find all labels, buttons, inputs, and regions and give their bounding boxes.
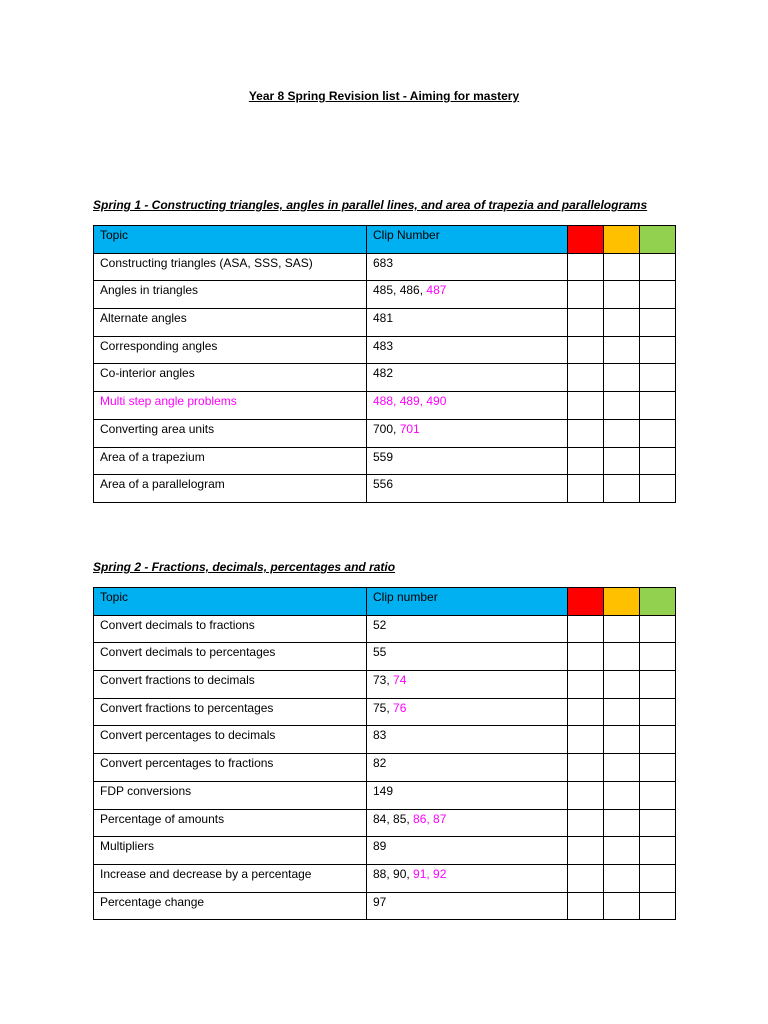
table-row <box>94 864 676 892</box>
topic-cell <box>94 837 367 865</box>
clip-numbers: 485, 486, <box>373 283 427 298</box>
rag-green-checkbox[interactable] <box>640 615 676 643</box>
rag-amber-checkbox[interactable] <box>604 615 640 643</box>
clip-number-cell <box>367 475 568 503</box>
topic-text: Percentage change <box>100 894 205 909</box>
topic-cell <box>94 781 367 809</box>
rag-green-checkbox[interactable] <box>640 781 676 809</box>
rag-amber-checkbox[interactable] <box>604 309 640 337</box>
clip-number-cell <box>367 336 568 364</box>
clip-numbers-extension: 701 <box>399 421 420 436</box>
rag-red-checkbox[interactable] <box>568 615 604 643</box>
clip-number-cell <box>367 726 568 754</box>
clip-numbers: 483 <box>373 338 394 353</box>
rag-red-checkbox[interactable] <box>568 392 604 420</box>
topic-cell <box>94 892 367 920</box>
table-row <box>94 671 676 699</box>
topic-text: Angles in triangles <box>100 283 199 298</box>
table-row <box>94 364 676 392</box>
topic-cell <box>94 615 367 643</box>
clip-numbers: 149 <box>373 783 394 798</box>
rag-green-header <box>640 226 676 254</box>
rag-red-header <box>568 226 604 254</box>
clip-number-cell <box>367 809 568 837</box>
column-header-topic: Topic <box>94 226 367 254</box>
clip-numbers-extension: 76 <box>393 700 407 715</box>
topic-cell <box>94 726 367 754</box>
section-heading-spring-1: Spring 1 - Constructing triangles, angles in parallel lines, and area of trapezia and parallelograms <box>93 198 648 212</box>
column-header-clip-number: Clip Number <box>367 226 568 254</box>
rag-red-header <box>568 588 604 616</box>
topic-text: Multipliers <box>100 839 155 854</box>
table-row <box>94 643 676 671</box>
table-row <box>94 892 676 920</box>
rag-amber-checkbox[interactable] <box>604 281 640 309</box>
rag-red-checkbox[interactable] <box>568 754 604 782</box>
rag-red-checkbox[interactable] <box>568 309 604 337</box>
rag-red-checkbox[interactable] <box>568 864 604 892</box>
column-header-topic: Topic <box>94 588 367 616</box>
table-row <box>94 253 676 281</box>
rag-green-checkbox[interactable] <box>640 671 676 699</box>
topic-cell <box>94 864 367 892</box>
clip-numbers: 97 <box>373 894 387 909</box>
rag-amber-checkbox[interactable] <box>604 864 640 892</box>
clip-number-cell <box>367 615 568 643</box>
clip-number-cell <box>367 253 568 281</box>
rag-red-checkbox[interactable] <box>568 698 604 726</box>
clip-number-cell <box>367 671 568 699</box>
rag-red-checkbox[interactable] <box>568 253 604 281</box>
rag-amber-checkbox[interactable] <box>604 447 640 475</box>
rag-green-checkbox[interactable] <box>640 475 676 503</box>
revision-table-spring-2 <box>93 587 676 920</box>
rag-red-checkbox[interactable] <box>568 419 604 447</box>
clip-number-cell <box>367 781 568 809</box>
clip-number-cell <box>367 309 568 337</box>
rag-green-checkbox[interactable] <box>640 837 676 865</box>
topic-text: Increase and decrease by a percentage <box>100 866 312 881</box>
rag-green-checkbox[interactable] <box>640 336 676 364</box>
revision-table-spring-1 <box>93 225 676 503</box>
rag-amber-checkbox[interactable] <box>604 698 640 726</box>
topic-text: Co-interior angles <box>100 366 195 381</box>
rag-red-checkbox[interactable] <box>568 447 604 475</box>
rag-green-checkbox[interactable] <box>640 726 676 754</box>
topic-cell <box>94 671 367 699</box>
clip-numbers: 82 <box>373 756 387 771</box>
clip-numbers: 55 <box>373 645 387 660</box>
topic-text: Convert decimals to fractions <box>100 617 255 632</box>
table-row <box>94 809 676 837</box>
topic-cell <box>94 253 367 281</box>
rag-red-checkbox[interactable] <box>568 281 604 309</box>
rag-amber-checkbox[interactable] <box>604 643 640 671</box>
topic-text: Converting area units <box>100 421 215 436</box>
clip-numbers-extension: 74 <box>393 673 407 688</box>
table-row <box>94 447 676 475</box>
clip-number-cell <box>367 364 568 392</box>
clip-number-cell <box>367 698 568 726</box>
rag-amber-checkbox[interactable] <box>604 781 640 809</box>
topic-text: Convert percentages to decimals <box>100 728 276 743</box>
topic-text: Multi step angle problems <box>100 394 237 409</box>
rag-green-checkbox[interactable] <box>640 364 676 392</box>
column-header-clip-number: Clip number <box>367 588 568 616</box>
topic-cell <box>94 336 367 364</box>
rag-amber-checkbox[interactable] <box>604 392 640 420</box>
topic-cell <box>94 698 367 726</box>
clip-numbers: 73, <box>373 673 394 688</box>
clip-numbers: 84, 85, <box>373 811 414 826</box>
table-row <box>94 336 676 364</box>
table-row <box>94 754 676 782</box>
rag-green-checkbox[interactable] <box>640 447 676 475</box>
clip-numbers: 700, <box>373 421 400 436</box>
clip-numbers: 482 <box>373 366 394 381</box>
rag-green-checkbox[interactable] <box>640 419 676 447</box>
clip-numbers: 83 <box>373 728 387 743</box>
clip-number-cell <box>367 281 568 309</box>
topic-cell <box>94 754 367 782</box>
table-row <box>94 837 676 865</box>
topic-text: Constructing triangles (ASA, SSS, SAS) <box>100 255 313 270</box>
rag-red-checkbox[interactable] <box>568 336 604 364</box>
rag-green-checkbox[interactable] <box>640 253 676 281</box>
rag-amber-checkbox[interactable] <box>604 419 640 447</box>
section-heading-spring-2: Spring 2 - Fractions, decimals, percentages and ratio <box>93 560 396 574</box>
clip-numbers-extension: 487 <box>426 283 447 298</box>
rag-red-checkbox[interactable] <box>568 892 604 920</box>
topic-cell <box>94 419 367 447</box>
clip-number-cell <box>367 754 568 782</box>
rag-green-checkbox[interactable] <box>640 864 676 892</box>
topic-text: FDP conversions <box>100 783 192 798</box>
rag-green-checkbox[interactable] <box>640 309 676 337</box>
topic-text: Convert fractions to decimals <box>100 673 255 688</box>
table-row <box>94 419 676 447</box>
table-row <box>94 615 676 643</box>
clip-number-cell <box>367 392 568 420</box>
clip-number-cell <box>367 419 568 447</box>
clip-numbers: 75, <box>373 700 394 715</box>
clip-numbers: 559 <box>373 449 394 464</box>
topic-text: Corresponding angles <box>100 338 218 353</box>
clip-number-cell <box>367 837 568 865</box>
rag-green-header <box>640 588 676 616</box>
clip-numbers-extension: 488, 489, 490 <box>373 394 447 409</box>
rag-amber-checkbox[interactable] <box>604 475 640 503</box>
page-title: Year 8 Spring Revision list - Aiming for mastery <box>248 89 520 103</box>
topic-text: Convert fractions to percentages <box>100 700 274 715</box>
clip-numbers: 89 <box>373 839 387 854</box>
rag-green-checkbox[interactable] <box>640 281 676 309</box>
rag-green-checkbox[interactable] <box>640 698 676 726</box>
rag-amber-checkbox[interactable] <box>604 671 640 699</box>
clip-number-cell <box>367 892 568 920</box>
rag-amber-checkbox[interactable] <box>604 726 640 754</box>
rag-red-checkbox[interactable] <box>568 671 604 699</box>
topic-cell <box>94 392 367 420</box>
rag-red-checkbox[interactable] <box>568 781 604 809</box>
rag-red-checkbox[interactable] <box>568 364 604 392</box>
rag-red-checkbox[interactable] <box>568 475 604 503</box>
table-row <box>94 475 676 503</box>
rag-green-checkbox[interactable] <box>640 392 676 420</box>
rag-amber-checkbox[interactable] <box>604 754 640 782</box>
rag-red-checkbox[interactable] <box>568 726 604 754</box>
topic-text: Convert decimals to percentages <box>100 645 276 660</box>
topic-cell <box>94 643 367 671</box>
clip-numbers-extension: 86, 87 <box>413 811 447 826</box>
topic-text: Area of a trapezium <box>100 449 205 464</box>
table-row <box>94 309 676 337</box>
topic-text: Convert percentages to fractions <box>100 756 274 771</box>
rag-amber-header <box>604 588 640 616</box>
topic-cell <box>94 364 367 392</box>
clip-numbers: 556 <box>373 477 394 492</box>
topic-cell <box>94 309 367 337</box>
topic-cell <box>94 475 367 503</box>
clip-numbers: 481 <box>373 311 394 326</box>
table-header-row <box>94 588 676 616</box>
rag-amber-header <box>604 226 640 254</box>
topic-text: Percentage of amounts <box>100 811 225 826</box>
clip-numbers-extension: 91, 92 <box>413 866 447 881</box>
table-row <box>94 392 676 420</box>
table-header-row <box>94 226 676 254</box>
rag-amber-checkbox[interactable] <box>604 837 640 865</box>
rag-amber-checkbox[interactable] <box>604 336 640 364</box>
rag-red-checkbox[interactable] <box>568 809 604 837</box>
table-row <box>94 781 676 809</box>
topic-cell <box>94 809 367 837</box>
rag-red-checkbox[interactable] <box>568 643 604 671</box>
rag-amber-checkbox[interactable] <box>604 809 640 837</box>
clip-number-cell <box>367 447 568 475</box>
clip-number-cell <box>367 864 568 892</box>
rag-green-checkbox[interactable] <box>640 809 676 837</box>
topic-cell <box>94 447 367 475</box>
table-row <box>94 726 676 754</box>
clip-numbers: 88, 90, <box>373 866 414 881</box>
table-row <box>94 698 676 726</box>
clip-numbers: 683 <box>373 255 394 270</box>
clip-numbers: 52 <box>373 617 387 632</box>
topic-text: Alternate angles <box>100 311 187 326</box>
rag-green-checkbox[interactable] <box>640 892 676 920</box>
rag-amber-checkbox[interactable] <box>604 364 640 392</box>
clip-number-cell <box>367 643 568 671</box>
rag-amber-checkbox[interactable] <box>604 892 640 920</box>
rag-green-checkbox[interactable] <box>640 754 676 782</box>
rag-red-checkbox[interactable] <box>568 837 604 865</box>
topic-text: Area of a parallelogram <box>100 477 225 492</box>
rag-amber-checkbox[interactable] <box>604 253 640 281</box>
topic-cell <box>94 281 367 309</box>
table-row <box>94 281 676 309</box>
rag-green-checkbox[interactable] <box>640 643 676 671</box>
